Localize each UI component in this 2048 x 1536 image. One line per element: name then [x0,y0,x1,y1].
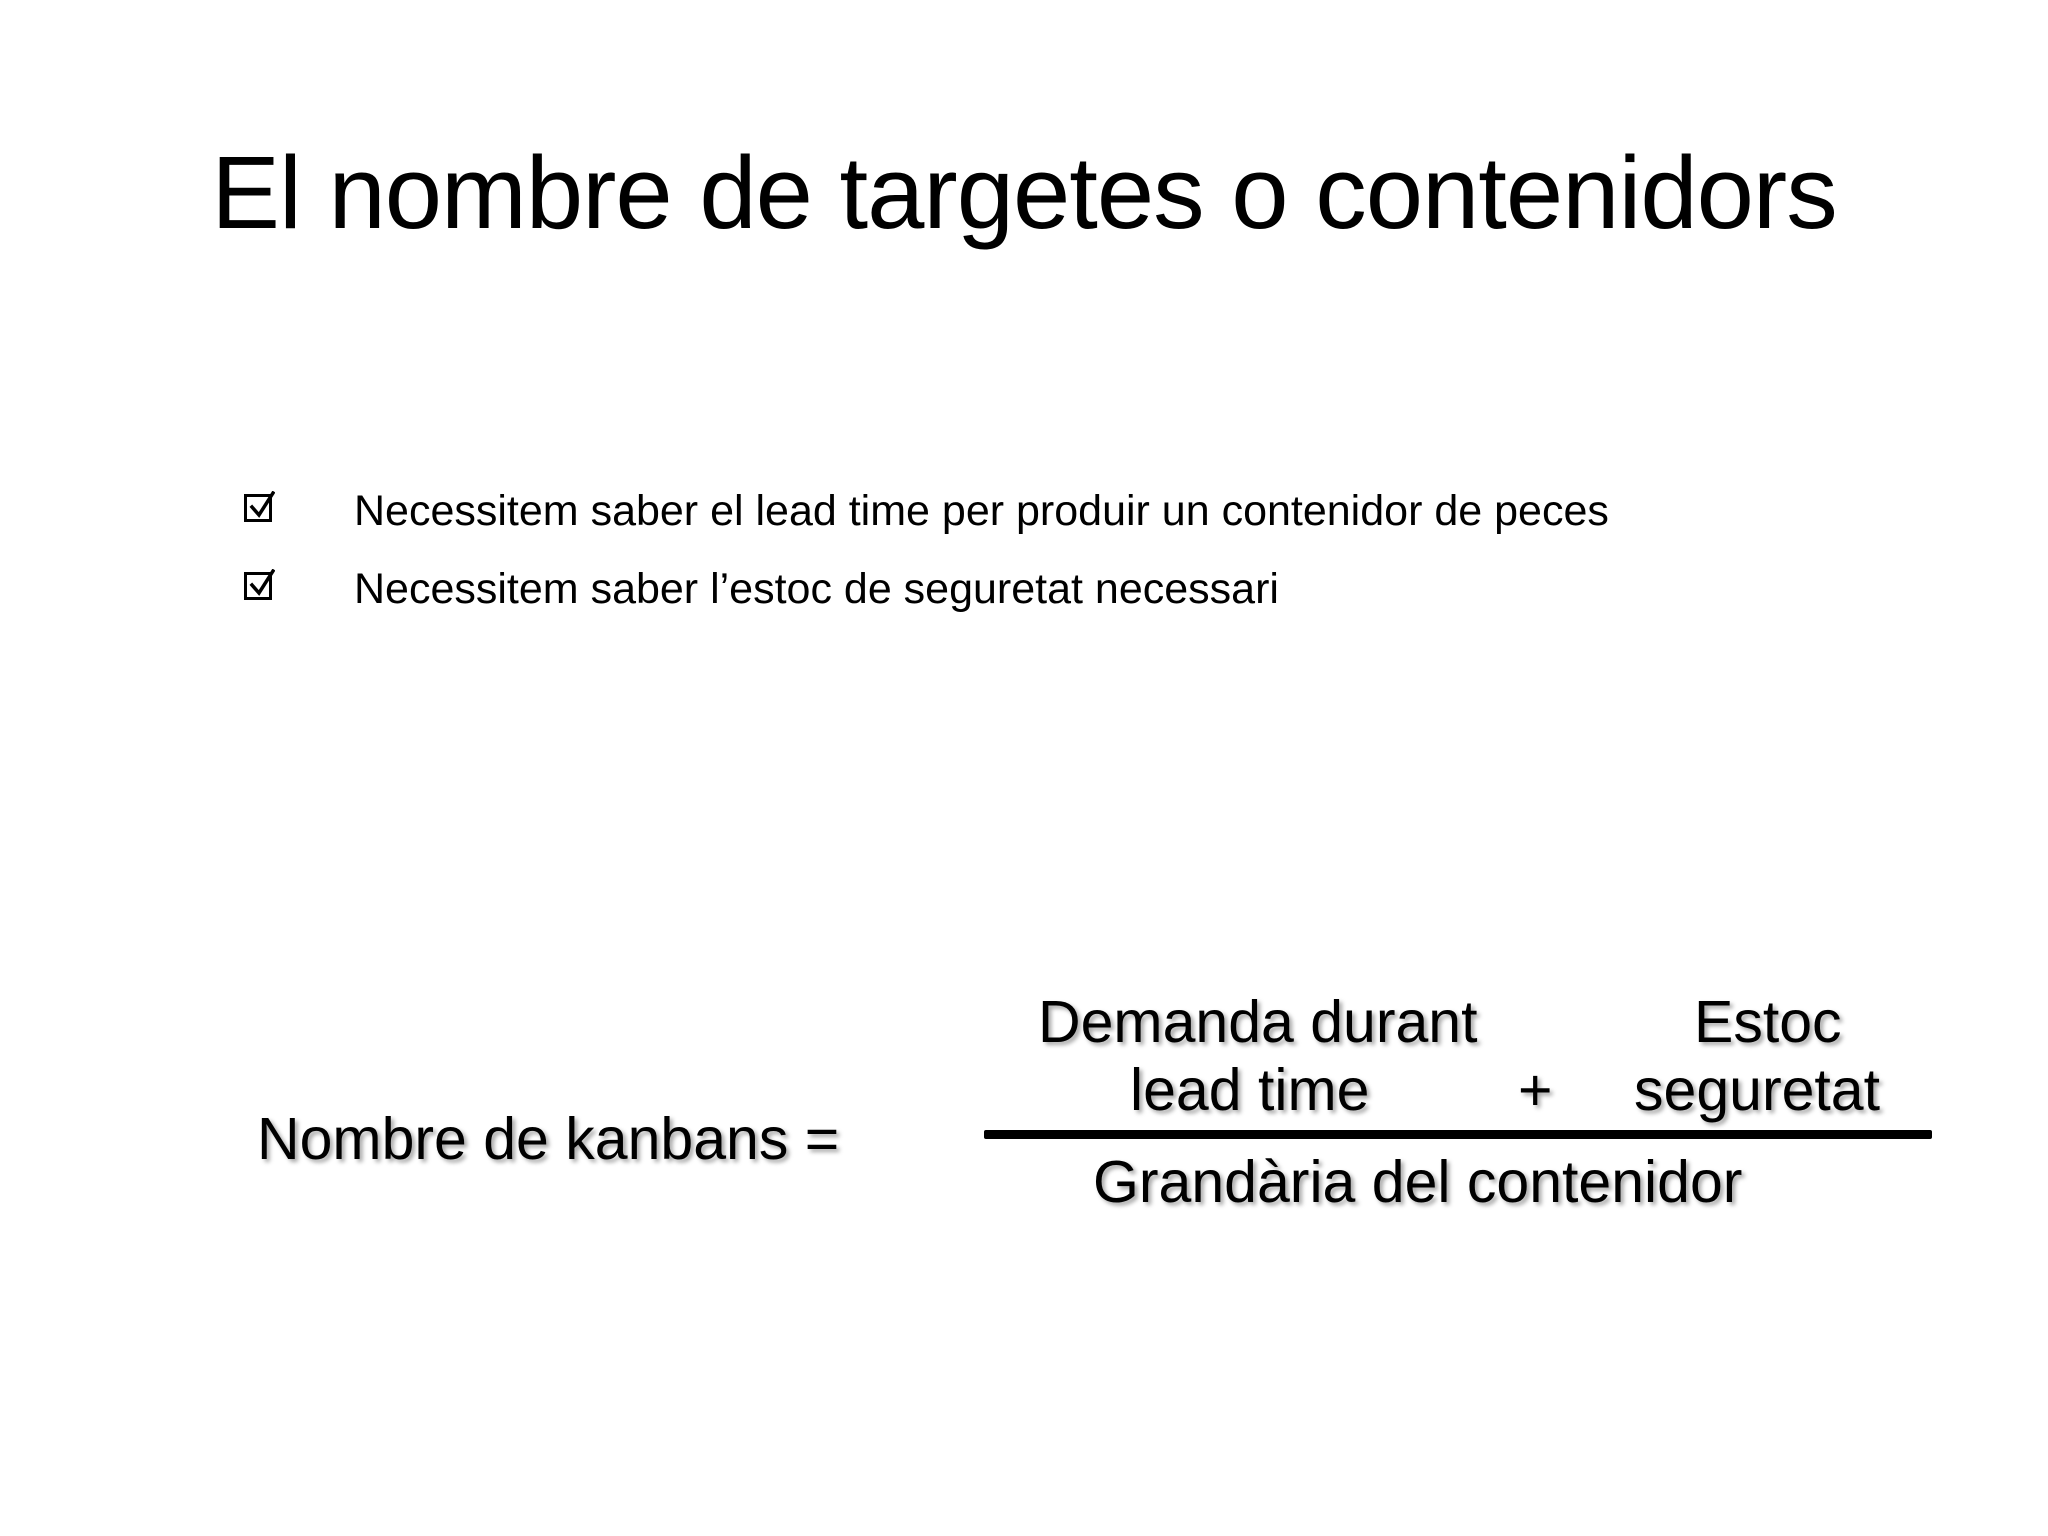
formula-denominator: Grandària del contenidor [1093,1149,1743,1215]
fraction-bar [984,1130,1932,1139]
numerator-demand-line2: lead time [1130,1057,1370,1123]
bullet-text: Necessitem saber l’estoc de seguretat necessari [354,565,1279,613]
bullet-text: Necessitem saber el lead time per produir un contenidor de peces [354,487,1609,535]
checkbox-checked-icon [244,494,272,522]
formula-lhs: Nombre de kanbans = [257,1106,840,1172]
plus-operator: + [1518,1057,1553,1123]
numerator-safety-stock-line2: seguretat [1634,1057,1880,1123]
slide-title: El nombre de targetes o contenidors [211,135,1837,250]
numerator-demand-line1: Demanda durant [1038,989,1478,1055]
bullet-item [244,550,1844,628]
numerator-safety-stock-line1: Estoc [1694,989,1842,1055]
bullet-list [244,472,1844,628]
checkbox-checked-icon [244,572,272,600]
bullet-item [244,472,1844,550]
